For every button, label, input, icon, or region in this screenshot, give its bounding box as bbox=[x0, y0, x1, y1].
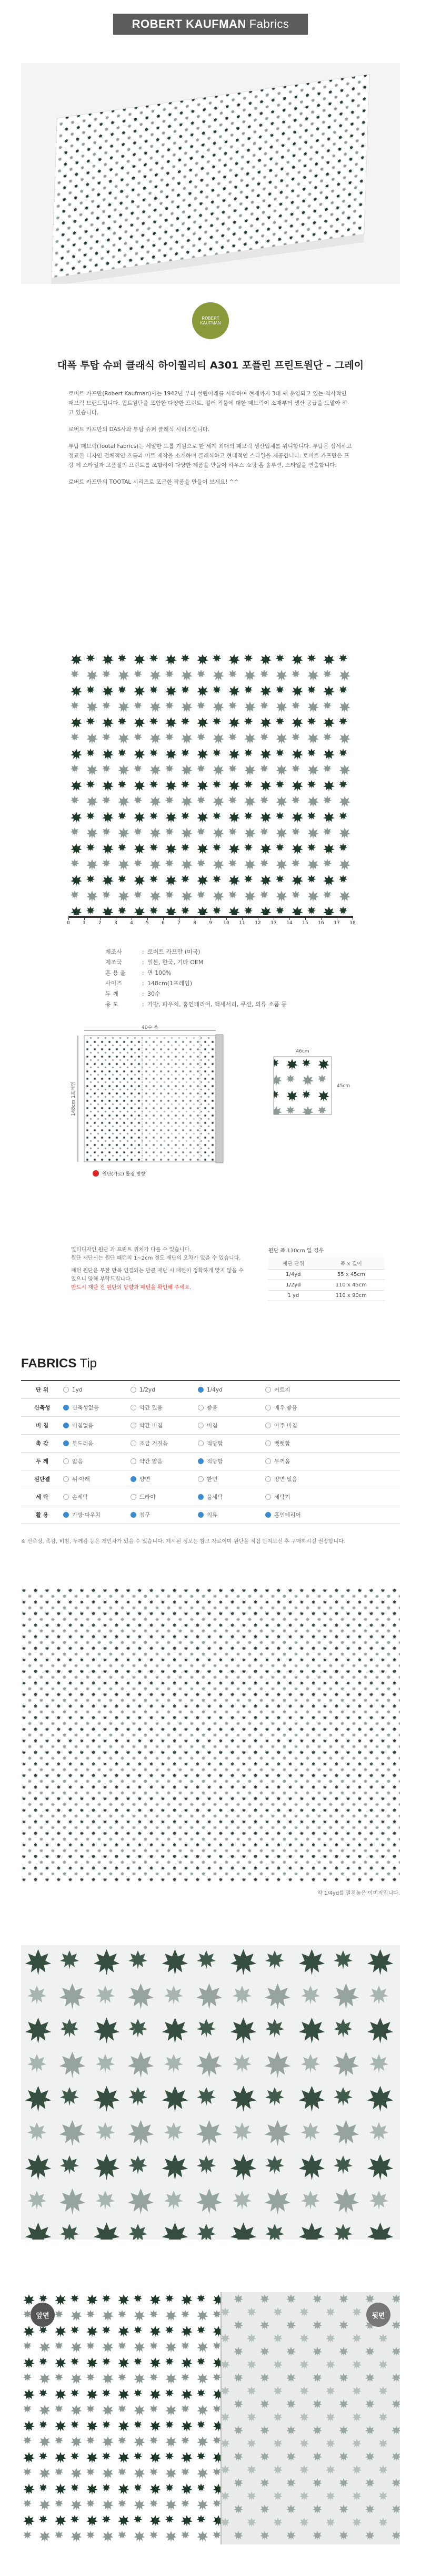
tip-option bbox=[131, 1457, 198, 1465]
tip-option bbox=[131, 1493, 198, 1501]
note-line: 멀티디자인 원단 과 프린트 위치가 다를 수 있습니다. bbox=[71, 1247, 192, 1253]
spec-row: 제조국 : 일본, 한국, 기타 OEM bbox=[105, 958, 204, 966]
radio-empty-icon bbox=[131, 1423, 136, 1428]
brand-logo bbox=[192, 302, 229, 339]
ruler-number: 0 bbox=[67, 921, 70, 926]
table-row: 1 yd 110 x 90cm bbox=[268, 1291, 384, 1301]
roll-direction-label: 원단(가로) 롤링 방향 bbox=[102, 1172, 146, 1177]
tip-option bbox=[265, 1404, 333, 1412]
tip-option-label: 비침없음 bbox=[72, 1423, 94, 1429]
tip-row bbox=[21, 1417, 400, 1435]
tip-option bbox=[265, 1457, 333, 1465]
spec-key: 제조국 bbox=[105, 959, 122, 966]
tip-option-label: 적당함 bbox=[207, 1440, 223, 1447]
tip-option bbox=[265, 1439, 333, 1447]
radio-filled-icon bbox=[63, 1405, 69, 1410]
radio-empty-icon bbox=[131, 1405, 136, 1410]
description-paragraph: 투탑 패브릭(Tootal Fabrics)는 세밀한 드롭 기원으로 한 세계 최대의 패브릭 생산업체를 위니합니다. 투탑은 섬세하고 정교한 디자인 전체적인 흐름과 미트 제작을 소개하며 클래식하고 현대적인 스타일을 제공합니다. 로버트 카프만은 프랑 에 스타일과 고품질의 프린트를 조합하여 다양한 제품을 만들어 하우스 쇼핑 홈 솔루션, 스타일을 연출합니다. bbox=[68, 443, 352, 468]
tip-option bbox=[63, 1387, 131, 1393]
radio-filled-icon bbox=[131, 1476, 136, 1482]
piece-height-label: 45cm bbox=[337, 1083, 350, 1089]
radio-empty-icon bbox=[198, 1476, 204, 1482]
tip-option-label: 조금 거칠음 bbox=[139, 1440, 168, 1447]
fabric-swatch bbox=[68, 652, 353, 915]
tip-option bbox=[63, 1439, 131, 1447]
tip-option-label: 약간 있음 bbox=[139, 1405, 163, 1411]
note-line: 원단 재단시는 원단 패턴의 1~2cm 정도 재단의 오차가 있을 수 있습니다. bbox=[71, 1255, 241, 1261]
tip-option-label: 커트지 bbox=[274, 1387, 290, 1393]
ruler-number: 1 bbox=[83, 921, 86, 926]
spec-value: 가방, 파우치, 홈인테리어, 액세서리, 쿠션, 의류 소품 등 bbox=[147, 1001, 287, 1008]
cutting-notes bbox=[71, 1246, 250, 1292]
spec-key: 혼 용 율 bbox=[105, 969, 126, 976]
radio-empty-icon bbox=[265, 1476, 271, 1482]
description-paragraph: 로버트 카프만(Robert Kaufman)사는 1942년 부터 설립이래를 시작하여 현재까지 3대 째 운영되고 있는 역사적인 패브릭 브랜드입니다. 월트원단을 포함한 다양한 프린트, 컬러 직물에 대한 패브릭이 소재부터 생산 공급을 도맡아 하고 있습니다. bbox=[68, 391, 348, 416]
tip-row bbox=[21, 1399, 400, 1417]
radio-empty-icon bbox=[265, 1405, 271, 1410]
tip-option bbox=[131, 1404, 198, 1412]
roll-direction-icon bbox=[93, 1170, 99, 1177]
tip-row bbox=[21, 1488, 400, 1506]
yard-col-unit: 재단 단위 bbox=[268, 1257, 318, 1270]
radio-empty-icon bbox=[265, 1387, 271, 1393]
table-row: 1/4yd 55 x 45cm bbox=[268, 1270, 384, 1280]
radio-empty-icon bbox=[265, 1494, 271, 1500]
logo-line1: ROBERT bbox=[202, 316, 219, 321]
spec-row: 사이즈 : 148cm(1프레임) bbox=[105, 979, 193, 987]
ruler-number: 7 bbox=[177, 921, 181, 926]
spec-list bbox=[105, 946, 316, 1009]
tip-option bbox=[265, 1422, 333, 1429]
spec-key: 용 도 bbox=[105, 1001, 118, 1008]
measure-ruler bbox=[67, 916, 356, 928]
tip-option-label: 두꺼움 bbox=[274, 1458, 290, 1465]
note-warning: 반드시 재단 전 원단의 방향과 패턴을 확인해 주세요. bbox=[71, 1285, 192, 1291]
tip-option bbox=[198, 1439, 265, 1447]
ruler-number: 5 bbox=[146, 921, 149, 926]
ruler-tick bbox=[321, 916, 322, 920]
radio-empty-icon bbox=[198, 1405, 204, 1410]
tip-option-label: 한면 bbox=[207, 1476, 218, 1483]
size-diagram bbox=[63, 1025, 358, 1193]
tip-option-label: 침구 bbox=[139, 1512, 151, 1518]
tip-option bbox=[198, 1387, 265, 1393]
logo-line2: KAUFMAN bbox=[200, 321, 221, 325]
tip-option-label: 양면 bbox=[139, 1476, 151, 1483]
tip-row bbox=[21, 1506, 400, 1524]
back-side-badge: 뒷면 bbox=[366, 2303, 390, 2327]
spec-key: 제조사 bbox=[105, 948, 122, 955]
ruler-number: 3 bbox=[114, 921, 117, 926]
radio-empty-icon bbox=[198, 1423, 204, 1428]
radio-filled-icon bbox=[131, 1512, 136, 1518]
spec-row: 제조사 : 로버트 카프만 (미국) bbox=[105, 948, 201, 955]
diagram-width-label: 40수 폭 bbox=[142, 1025, 158, 1030]
radio-empty-icon bbox=[265, 1458, 271, 1464]
spread-photo-caption: 약 1/4yd를 펼쳐놓은 이미지입니다. bbox=[317, 1890, 400, 1896]
table-row: 1/2yd 110 x 45cm bbox=[268, 1280, 384, 1291]
tip-option-label: 가방·파우치 bbox=[72, 1512, 101, 1518]
spec-key: 두 께 bbox=[105, 990, 118, 997]
tip-option-label: 1/4yd bbox=[207, 1386, 223, 1393]
note-line: 패턴 원단은 무한 반복 연결되는 만큼 재단 시 패턴이 정확하게 맞지 않을 수 있으니 양해 부탁드립니다. bbox=[71, 1268, 244, 1282]
brand-banner bbox=[113, 14, 308, 35]
tip-option-label: 좋음 bbox=[207, 1405, 218, 1411]
tip-option-label: 신축성없음 bbox=[72, 1405, 99, 1411]
spec-key: 사이즈 bbox=[105, 980, 122, 987]
radio-empty-icon bbox=[63, 1494, 69, 1500]
tip-option bbox=[131, 1439, 198, 1447]
tip-option bbox=[265, 1511, 333, 1519]
spec-value: 로버트 카프만 (미국) bbox=[147, 948, 201, 955]
tip-option-label: 세탁기 bbox=[274, 1494, 290, 1500]
tip-option bbox=[63, 1511, 131, 1519]
tip-row bbox=[21, 1381, 400, 1399]
tip-option-label: 위·아래 bbox=[72, 1476, 90, 1483]
product-title: 대폭 투탑 슈퍼 클래식 하이퀄리티 A301 포플린 프린트원단 – 그레이 bbox=[57, 360, 364, 371]
fabric-spread-photo bbox=[21, 1588, 400, 1882]
ruler-tick bbox=[68, 916, 69, 920]
yard-col-size: 폭 x 길이 bbox=[318, 1257, 384, 1270]
tip-option-label: 홈인테리어 bbox=[274, 1512, 301, 1518]
fabrics-tip-table bbox=[21, 1380, 400, 1524]
brand-name-rest: Fabrics bbox=[249, 17, 289, 30]
description-paragraph: 로버트 카프만의 TOOTAL 시리즈로 포근한 작품을 만들어 보세요! ^^ bbox=[68, 479, 239, 485]
spec-row: 혼 용 율 : 면 100% bbox=[105, 969, 172, 976]
radio-empty-icon bbox=[131, 1387, 136, 1393]
tip-option-label: 약간 비침 bbox=[139, 1423, 163, 1429]
tip-key: 비 침 bbox=[36, 1423, 48, 1429]
tip-row bbox=[21, 1435, 400, 1453]
tip-option-label: 1/2yd bbox=[139, 1386, 155, 1393]
radio-empty-icon bbox=[63, 1458, 69, 1464]
spec-value: 일본, 한국, 기타 OEM bbox=[147, 959, 204, 966]
tip-key: 세 탁 bbox=[36, 1494, 48, 1500]
tip-option-label: 의류 bbox=[207, 1512, 218, 1518]
tip-option bbox=[63, 1404, 131, 1412]
tip-option-label: 비침 bbox=[207, 1423, 218, 1429]
tip-option bbox=[265, 1493, 333, 1501]
tip-option-label: 뻣뻣함 bbox=[274, 1440, 290, 1447]
tip-option bbox=[131, 1387, 198, 1393]
tip-option bbox=[131, 1422, 198, 1429]
diagram-height-label: 148cm 1프레임 bbox=[71, 1081, 76, 1116]
brand-name-bold: ROBERT KAUFMAN bbox=[132, 17, 246, 30]
ruler-number: 10 bbox=[223, 921, 229, 926]
tip-option bbox=[265, 1386, 333, 1394]
tip-option bbox=[265, 1475, 333, 1483]
tip-option bbox=[63, 1475, 131, 1483]
tip-key: 두 께 bbox=[36, 1458, 48, 1465]
tip-option-label: 손세탁 bbox=[72, 1494, 88, 1500]
ruler-tick bbox=[84, 916, 85, 920]
yard-size-note bbox=[268, 1246, 384, 1301]
radio-filled-icon bbox=[198, 1494, 204, 1500]
radio-filled-icon bbox=[198, 1512, 204, 1518]
ruler-number: 4 bbox=[130, 921, 133, 926]
ruler-tick bbox=[147, 916, 148, 920]
tip-option-label: 부드러움 bbox=[72, 1440, 94, 1447]
tip-option-label: 얇음 bbox=[72, 1458, 83, 1465]
front-side-badge: 앞면 bbox=[31, 2303, 55, 2327]
spec-value: 148cm(1프레임) bbox=[147, 980, 193, 987]
radio-empty-icon bbox=[131, 1440, 136, 1446]
ruler-number: 13 bbox=[270, 921, 277, 926]
radio-filled-icon bbox=[63, 1440, 69, 1446]
ruler-tick bbox=[289, 916, 290, 920]
ruler-number: 15 bbox=[302, 921, 308, 926]
piece-width-label: 46cm bbox=[296, 1049, 309, 1054]
radio-filled-icon bbox=[63, 1423, 69, 1428]
product-description bbox=[68, 389, 353, 494]
hero-fabric-photo bbox=[21, 63, 400, 284]
tip-option bbox=[198, 1404, 265, 1412]
ruler-number: 17 bbox=[334, 921, 340, 926]
yard-table bbox=[268, 1257, 384, 1301]
description-paragraph: 로버트 카프만의 DAS사와 투탑 슈퍼 클래식 시리즈입니다. bbox=[68, 426, 210, 433]
ruler-number: 2 bbox=[98, 921, 102, 926]
radio-filled-icon bbox=[198, 1387, 204, 1393]
ruler-number: 9 bbox=[209, 921, 212, 926]
ruler-number: 16 bbox=[318, 921, 324, 926]
tip-option bbox=[131, 1475, 198, 1483]
spec-value: 30수 bbox=[147, 990, 161, 997]
tip-option-label: 약간 얇음 bbox=[139, 1458, 163, 1465]
spec-value: 면 100% bbox=[147, 969, 172, 976]
tip-option bbox=[63, 1493, 131, 1501]
radio-empty-icon bbox=[131, 1494, 136, 1500]
ruler-number: 8 bbox=[193, 921, 196, 926]
tip-key: 신축성 bbox=[34, 1405, 51, 1411]
tip-option-label: 매우 좋음 bbox=[274, 1405, 297, 1411]
tip-option bbox=[198, 1457, 265, 1465]
yard-note-title: 원단 폭 110cm 일 경우 bbox=[268, 1248, 324, 1254]
tip-option bbox=[63, 1422, 131, 1429]
tip-option-label: 드라이 bbox=[139, 1494, 156, 1500]
tip-key: 단 위 bbox=[36, 1387, 48, 1393]
radio-empty-icon bbox=[131, 1458, 136, 1464]
tip-key: 활 용 bbox=[36, 1512, 48, 1518]
spec-row: 용 도 : 가방, 파우치, 홈인테리어, 액세서리, 쿠션, 의류 소품 등 bbox=[105, 1000, 287, 1008]
ruler-number: 6 bbox=[162, 921, 165, 926]
ruler-tick bbox=[100, 916, 101, 920]
tip-key: 촉 감 bbox=[36, 1440, 48, 1447]
radio-filled-icon bbox=[63, 1512, 69, 1518]
ruler-tick bbox=[163, 916, 164, 920]
radio-empty-icon bbox=[198, 1440, 204, 1446]
ruler-number: 14 bbox=[286, 921, 293, 926]
tip-option-label: 아주 비침 bbox=[274, 1423, 297, 1429]
radio-filled-icon bbox=[198, 1458, 204, 1464]
ruler-number: 11 bbox=[239, 921, 245, 926]
ruler-tick bbox=[305, 916, 306, 920]
tip-option bbox=[198, 1511, 265, 1519]
tip-key: 원단결 bbox=[34, 1476, 51, 1483]
ruler-number: 18 bbox=[349, 921, 356, 926]
tip-option-label: 1yd bbox=[72, 1386, 83, 1393]
tip-note: ※ 신축성, 촉감, 비침, 두께감 등은 개인차가 있을 수 있습니다. 제시된 정보는 참고 자료이며 원단을 직접 만져보신 후 구매하시길 권장합니다. bbox=[21, 1539, 345, 1545]
tip-row bbox=[21, 1453, 400, 1470]
tip-option bbox=[198, 1422, 265, 1429]
tip-row bbox=[21, 1470, 400, 1488]
fabrics-tip-title: FABRICS Tip bbox=[21, 1356, 97, 1371]
tip-option bbox=[131, 1511, 198, 1519]
tip-option bbox=[63, 1457, 131, 1465]
ruler-tick bbox=[226, 916, 227, 920]
ruler-tick bbox=[210, 916, 211, 920]
tip-option bbox=[198, 1475, 265, 1483]
radio-empty-icon bbox=[265, 1440, 271, 1446]
tip-option-label: 양면 없음 bbox=[274, 1476, 297, 1483]
radio-empty-icon bbox=[265, 1423, 271, 1428]
radio-empty-icon bbox=[63, 1387, 69, 1393]
front-back-photo bbox=[21, 2292, 400, 2544]
radio-empty-icon bbox=[63, 1476, 69, 1482]
spec-row: 두 께 : 30수 bbox=[105, 990, 161, 997]
fabric-closeup-photo bbox=[21, 1945, 400, 2240]
ruler-tick bbox=[242, 916, 243, 920]
radio-filled-icon bbox=[265, 1512, 271, 1518]
ruler-number: 12 bbox=[255, 921, 261, 926]
tip-option bbox=[198, 1493, 265, 1501]
tip-option-label: 적당함 bbox=[207, 1458, 223, 1465]
tip-option-label: 물세탁 bbox=[207, 1494, 223, 1500]
